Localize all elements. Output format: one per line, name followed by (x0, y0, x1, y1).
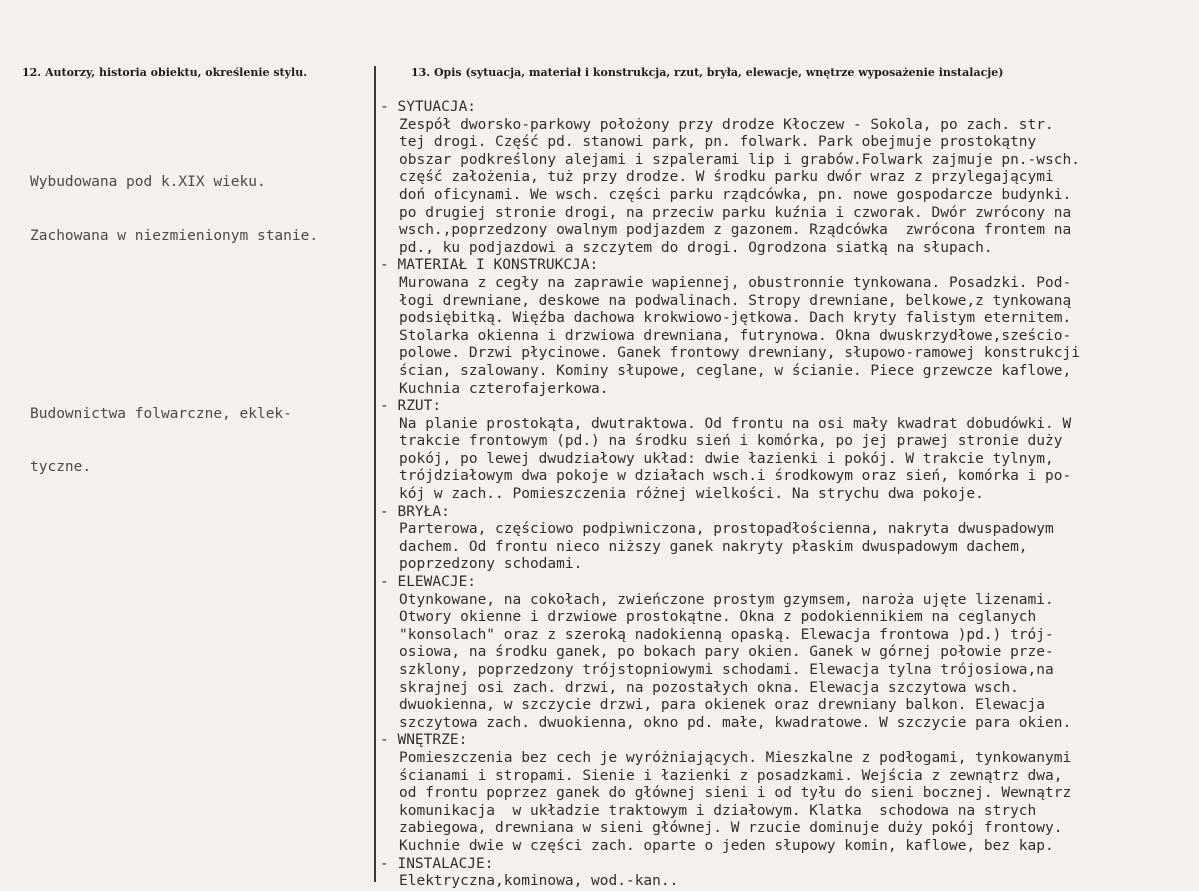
section-title: - RZUT: (380, 398, 442, 415)
text-line: pokój, po lewej dwudziałowy układ: dwie łazienki i pokój. W trakcie tylnym, (399, 450, 1054, 467)
text-line: łogi drewniane, deskowe na podwalinach. Stropy drewniane, belkowe,z tynkowaną (399, 292, 1072, 309)
text-line: część założenia, tuż przy drodze. W środku parku dwór wraz z przylegającymi (399, 169, 1054, 186)
style-paragraph (30, 370, 360, 512)
text-line: Budownictwa folwarczne, eklek- (30, 405, 292, 422)
text-line: Parterowa, częściowo podpiwniczona, prostopadłościenna, nakryta dwuspadowym (399, 521, 1054, 538)
text-line: skrajnej osi zach. drzwi, na pozostałych okna. Elewacja szczytowa wsch. (399, 679, 1019, 696)
section-12-header: 12. Autorzy, historia obiektu, określenie stylu. (22, 66, 308, 79)
text-line: Kuchnia czterofajerkowa. (399, 380, 609, 397)
column-divider (374, 66, 376, 882)
text-line: Wybudowana pod k.XIX wieku. (30, 174, 266, 191)
text-line: Kuchnie dwie w części zach. oparte o jeden słupowy komin, kaflowe, bez kap. (399, 837, 1054, 854)
section-title: - INSTALACJE: (380, 855, 494, 872)
section-title: - ELEWACJE: (380, 574, 477, 591)
text-line: "konsolach" oraz z szeroką nadokienną opaską. Elewacja frontowa )pd.) trój- (399, 626, 1054, 643)
history-paragraph (30, 139, 360, 281)
section-material-construction (380, 257, 1195, 398)
text-line: Otwory okienne i drzwiowe prostokątne. Okna z podokiennikiem na ceglanych (399, 609, 1037, 626)
section-interior (380, 732, 1195, 855)
text-line: trakcie frontowym (pd.) na środku sień i komórka, po jej prawej stronie duży (399, 433, 1063, 450)
text-line: dwuokienna, w szczycie drzwi, para okienek oraz drewniany balkon. Elewacja (399, 697, 1046, 714)
text-line: dachem. Od frontu nieco niższy ganek nakryty płaskim dwuspadowym dachem, (399, 538, 1028, 555)
description-text (380, 99, 1195, 891)
section-title: - MATERIAŁ I KONSTRUKCJA: (380, 257, 599, 274)
section-plan (380, 398, 1195, 504)
text-line: podsiębitką. Więźba dachowa krokwiowo-jętkowa. Dach kryty falistym eternitem. (399, 310, 1072, 327)
text-line: polowe. Drzwi płycinowe. Ganek frontowy drewniany, słupowo-ramowej konstrukcji (399, 345, 1080, 362)
text-line: poprzedzony schodami. (399, 556, 583, 573)
text-line: Pomieszczenia bez cech je wyróżniających. Mieszkalne z podłogami, tynkowanymi (399, 749, 1072, 766)
section-elevations (380, 574, 1195, 732)
text-line: szklony, poprzedzony trójstopniowymi schodami. Elewacja tylna trójosiowa,na (399, 662, 1054, 678)
text-line: tyczne. (30, 458, 92, 475)
text-line: obszar podkreślony alejami i szpalerami lip i grabów.Folwark zajmuje pn.-wsch. (399, 151, 1080, 168)
text-line: kój w zach.. Pomieszczenia różnej wielkości. Na strychu dwa pokoje. (399, 486, 984, 503)
text-line: zabiegowa, drewniana w sieni głównej. W rzucie dominuje duży pokój frontowy. (399, 820, 1063, 837)
section-title: - BRYŁA: (380, 503, 450, 520)
section-massing (380, 504, 1195, 574)
text-line: trójdziałowym dwa pokoje w działach wsch.i środkowym oraz sień, komórka i po- (399, 468, 1072, 485)
text-line: od frontu poprzez ganek do głównej sieni i od tyłu do sieni bocznej. Wewnątrz (399, 785, 1072, 802)
text-line: tej drogi. Część pd. stanowi park, pn. folwark. Park obejmuje prostokątny (399, 134, 1037, 151)
text-line: po drugiej stronie drogi, na przeciw parku kuźnia i czworak. Dwór zwrócony na (399, 204, 1072, 221)
section-installations (380, 856, 1195, 891)
text-line: Stolarka okienna i drzwiowa drewniana, futrynowa. Okna dwuskrzydłowe,sześcio- (399, 327, 1072, 344)
authors-history-style-text (30, 103, 360, 530)
text-line: komunikacja w układzie traktowym i działowym. Klatka schodowa na strych (399, 802, 1037, 819)
section-title: - SYTUACJA: (380, 99, 477, 115)
section-13-header: 13. Opis (sytuacja, materiał i konstrukcja, rzut, bryła, elewacje, wnętrze wyposażenie instalacje) (411, 66, 1004, 79)
text-line: szczytowa zach. dwuokienna, okno pd. małe, kwadratowe. W szczycie para okien. (399, 714, 1072, 731)
text-line: Elektryczna,kominowa, wod.-kan.. (399, 873, 679, 890)
text-line: wsch.,poprzedzony owalnym podjazdem z gazonem. Rządcówka zwrócona frontem na (399, 222, 1072, 239)
text-line: ścian, szalowany. Kominy słupowe, ceglane, w ścianie. Piece grzewcze kaflowe, (399, 362, 1072, 379)
text-line: osiowa, na środku ganek, po bokach pary okien. Ganek w górnej połowie prze- (399, 644, 1054, 661)
text-line: Otynkowane, na cokołach, zwieńczone prostym gzymsem, naroża ujęte lizenami. (399, 591, 1054, 608)
text-line: Zachowana w niezmienionym stanie. (30, 227, 319, 244)
text-line: pd., ku podjazdowi a szczytem do drogi. Ogrodzona siatką na słupach. (399, 239, 993, 256)
text-line: doń oficynami. We wsch. części parku rządcówka, pn. nowe gospodarcze budynki. (399, 186, 1072, 203)
text-line: Zespół dworsko-parkowy położony przy drodze Kłoczew - Sokola, po zach. str. (399, 116, 1054, 133)
text-line: Murowana z cegły na zaprawie wapiennej, obustronnie tynkowana. Posadzki. Pod- (399, 274, 1072, 291)
section-title: - WNĘTRZE: (380, 732, 468, 749)
section-situation (380, 99, 1195, 257)
text-line: Na planie prostokąta, dwutraktowa. Od frontu na osi mały kwadrat dobudówki. W (399, 415, 1072, 432)
text-line: ścianami i stropami. Sienie i łazienki z posadzkami. Wejścia z zewnątrz dwa, (399, 767, 1063, 784)
